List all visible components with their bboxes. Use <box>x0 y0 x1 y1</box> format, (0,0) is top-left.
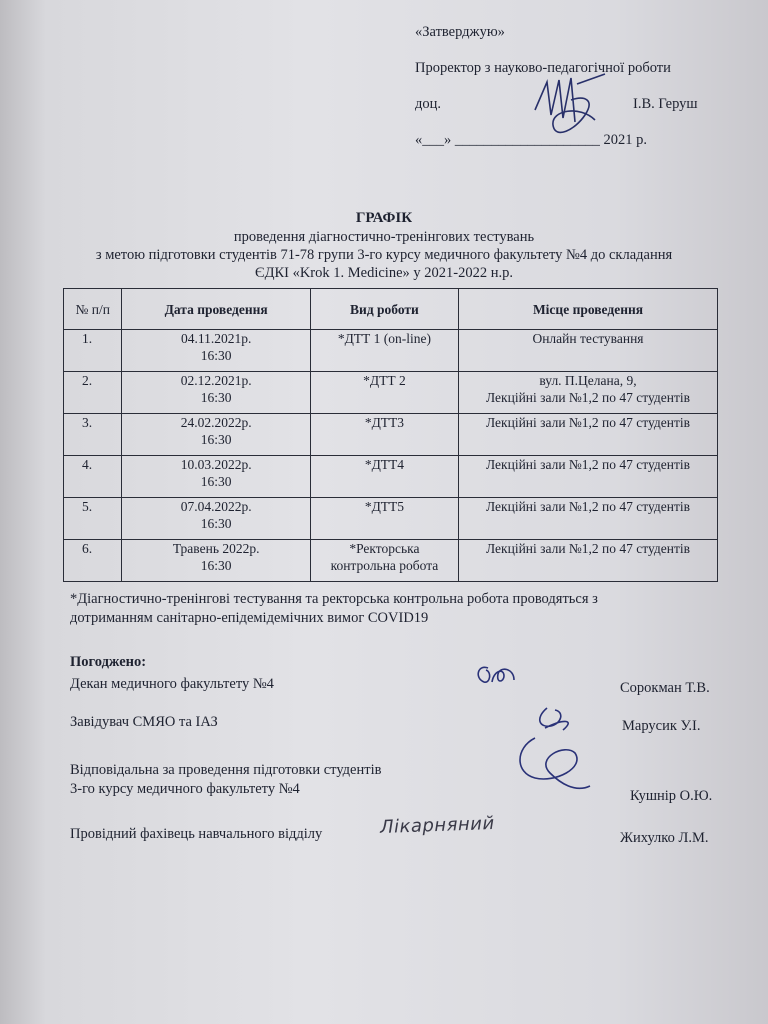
row-number: 6. <box>64 540 122 582</box>
row-work: *ДТТ 2 <box>310 372 458 414</box>
signer-role-line-2: 3-го курсу медичного факультету №4 <box>70 781 300 797</box>
row-date-cell <box>122 540 310 582</box>
row-work-extra: контрольна робота <box>330 558 439 573</box>
subtitle-line-2: з метою підготовки студентів 71-78 групи 3-го курсу медичного факультету №4 до складання <box>95 247 673 263</box>
dean-signature <box>470 660 520 700</box>
row-number: 5. <box>64 498 122 540</box>
signer-name: Жихулко Л.М. <box>620 830 709 846</box>
table-header-row <box>64 289 718 330</box>
approver-signature <box>525 70 615 155</box>
row-time: 16:30 <box>200 474 232 489</box>
row-place-cell <box>459 372 718 414</box>
signer-role: Відповідальна за проведення підготовки студентів <box>70 762 382 778</box>
row-place: Лекційні зали №1,2 по 47 студентів <box>459 540 718 582</box>
row-number: 1. <box>64 330 122 372</box>
head-signature <box>495 698 615 813</box>
table-row <box>64 372 718 414</box>
column-header-number: № п/п <box>64 289 122 330</box>
subtitle-line-3: ЄДКІ «Krok 1. Medicine» у 2021-2022 н.р. <box>255 265 513 281</box>
row-date: 24.02.2022р. <box>180 415 252 430</box>
column-header-work: Вид роботи <box>310 289 458 330</box>
row-date-cell <box>122 372 310 414</box>
row-date-cell <box>122 456 310 498</box>
table-row <box>64 330 718 372</box>
row-place: Лекційні зали №1,2 по 47 студентів <box>459 414 718 456</box>
row-work: *ДТТ5 <box>310 498 458 540</box>
row-work: *Ректорська <box>349 541 420 556</box>
approve-label: «Затверджую» <box>415 24 505 40</box>
row-work-cell <box>310 540 458 582</box>
table-row <box>64 540 718 582</box>
row-number: 3. <box>64 414 122 456</box>
row-work: *ДТТ3 <box>310 414 458 456</box>
signer-role: Декан медичного факультету №4 <box>70 676 274 692</box>
approver-position: Проректор з науково-педагогічної роботи <box>415 60 671 76</box>
column-header-date: Дата проведення <box>122 289 310 330</box>
row-place: Онлайн тестування <box>459 330 718 372</box>
row-place: Лекційні зали №1,2 по 47 студентів <box>459 498 718 540</box>
approval-date-line: «___» ____________________ 2021 р. <box>415 132 647 148</box>
signer-role: Провідний фахівець навчального відділу <box>70 826 323 842</box>
column-header-place: Місце проведення <box>459 289 718 330</box>
row-time: 16:30 <box>200 348 232 363</box>
row-place: Лекційні зали №1,2 по 47 студентів <box>459 456 718 498</box>
table-row <box>64 414 718 456</box>
signer-name: Сорокман Т.В. <box>620 680 710 696</box>
row-time: 16:30 <box>200 558 232 573</box>
row-time: 16:30 <box>200 390 232 405</box>
row-date-cell <box>122 330 310 372</box>
agreed-label: Погоджено: <box>70 654 147 670</box>
table-row <box>64 498 718 540</box>
row-date: 10.03.2022р. <box>180 457 252 472</box>
footnote-line-1: *Діагностично-тренінгові тестування та ректорська контрольна робота проводяться з <box>70 591 598 607</box>
row-work: *ДТТ 1 (on-line) <box>310 330 458 372</box>
approver-rank: доц. <box>415 96 442 112</box>
row-date: 07.04.2022р. <box>180 499 252 514</box>
row-number: 4. <box>64 456 122 498</box>
row-time: 16:30 <box>200 432 232 447</box>
subtitle-line-1: проведення діагностично-тренінгових тестувань <box>233 229 535 245</box>
row-date: 04.11.2021р. <box>180 331 252 346</box>
footnote-line-2: дотриманням санітарно-епідемідемічних вимог COVID19 <box>70 610 429 626</box>
row-date: Травень 2022р. <box>172 541 260 556</box>
document-title: ГРАФІК <box>355 210 413 226</box>
signer-name: Марусик У.І. <box>622 718 701 734</box>
row-place-extra: Лекційні зали №1,2 по 47 студентів <box>485 390 691 405</box>
row-work: *ДТТ4 <box>310 456 458 498</box>
row-date-cell <box>122 498 310 540</box>
signer-name: Кушнір О.Ю. <box>630 788 713 804</box>
approver-name: І.В. Геруш <box>633 96 698 112</box>
row-time: 16:30 <box>200 516 232 531</box>
specialist-signature: Лікарняний <box>379 813 495 838</box>
row-date-cell <box>122 414 310 456</box>
row-date: 02.12.2021р. <box>180 373 252 388</box>
row-number: 2. <box>64 372 122 414</box>
row-place: вул. П.Целана, 9, <box>539 373 637 388</box>
signer-role: Завідувач СМЯО та ІАЗ <box>70 714 218 730</box>
table-row <box>64 456 718 498</box>
schedule-table <box>63 288 718 582</box>
